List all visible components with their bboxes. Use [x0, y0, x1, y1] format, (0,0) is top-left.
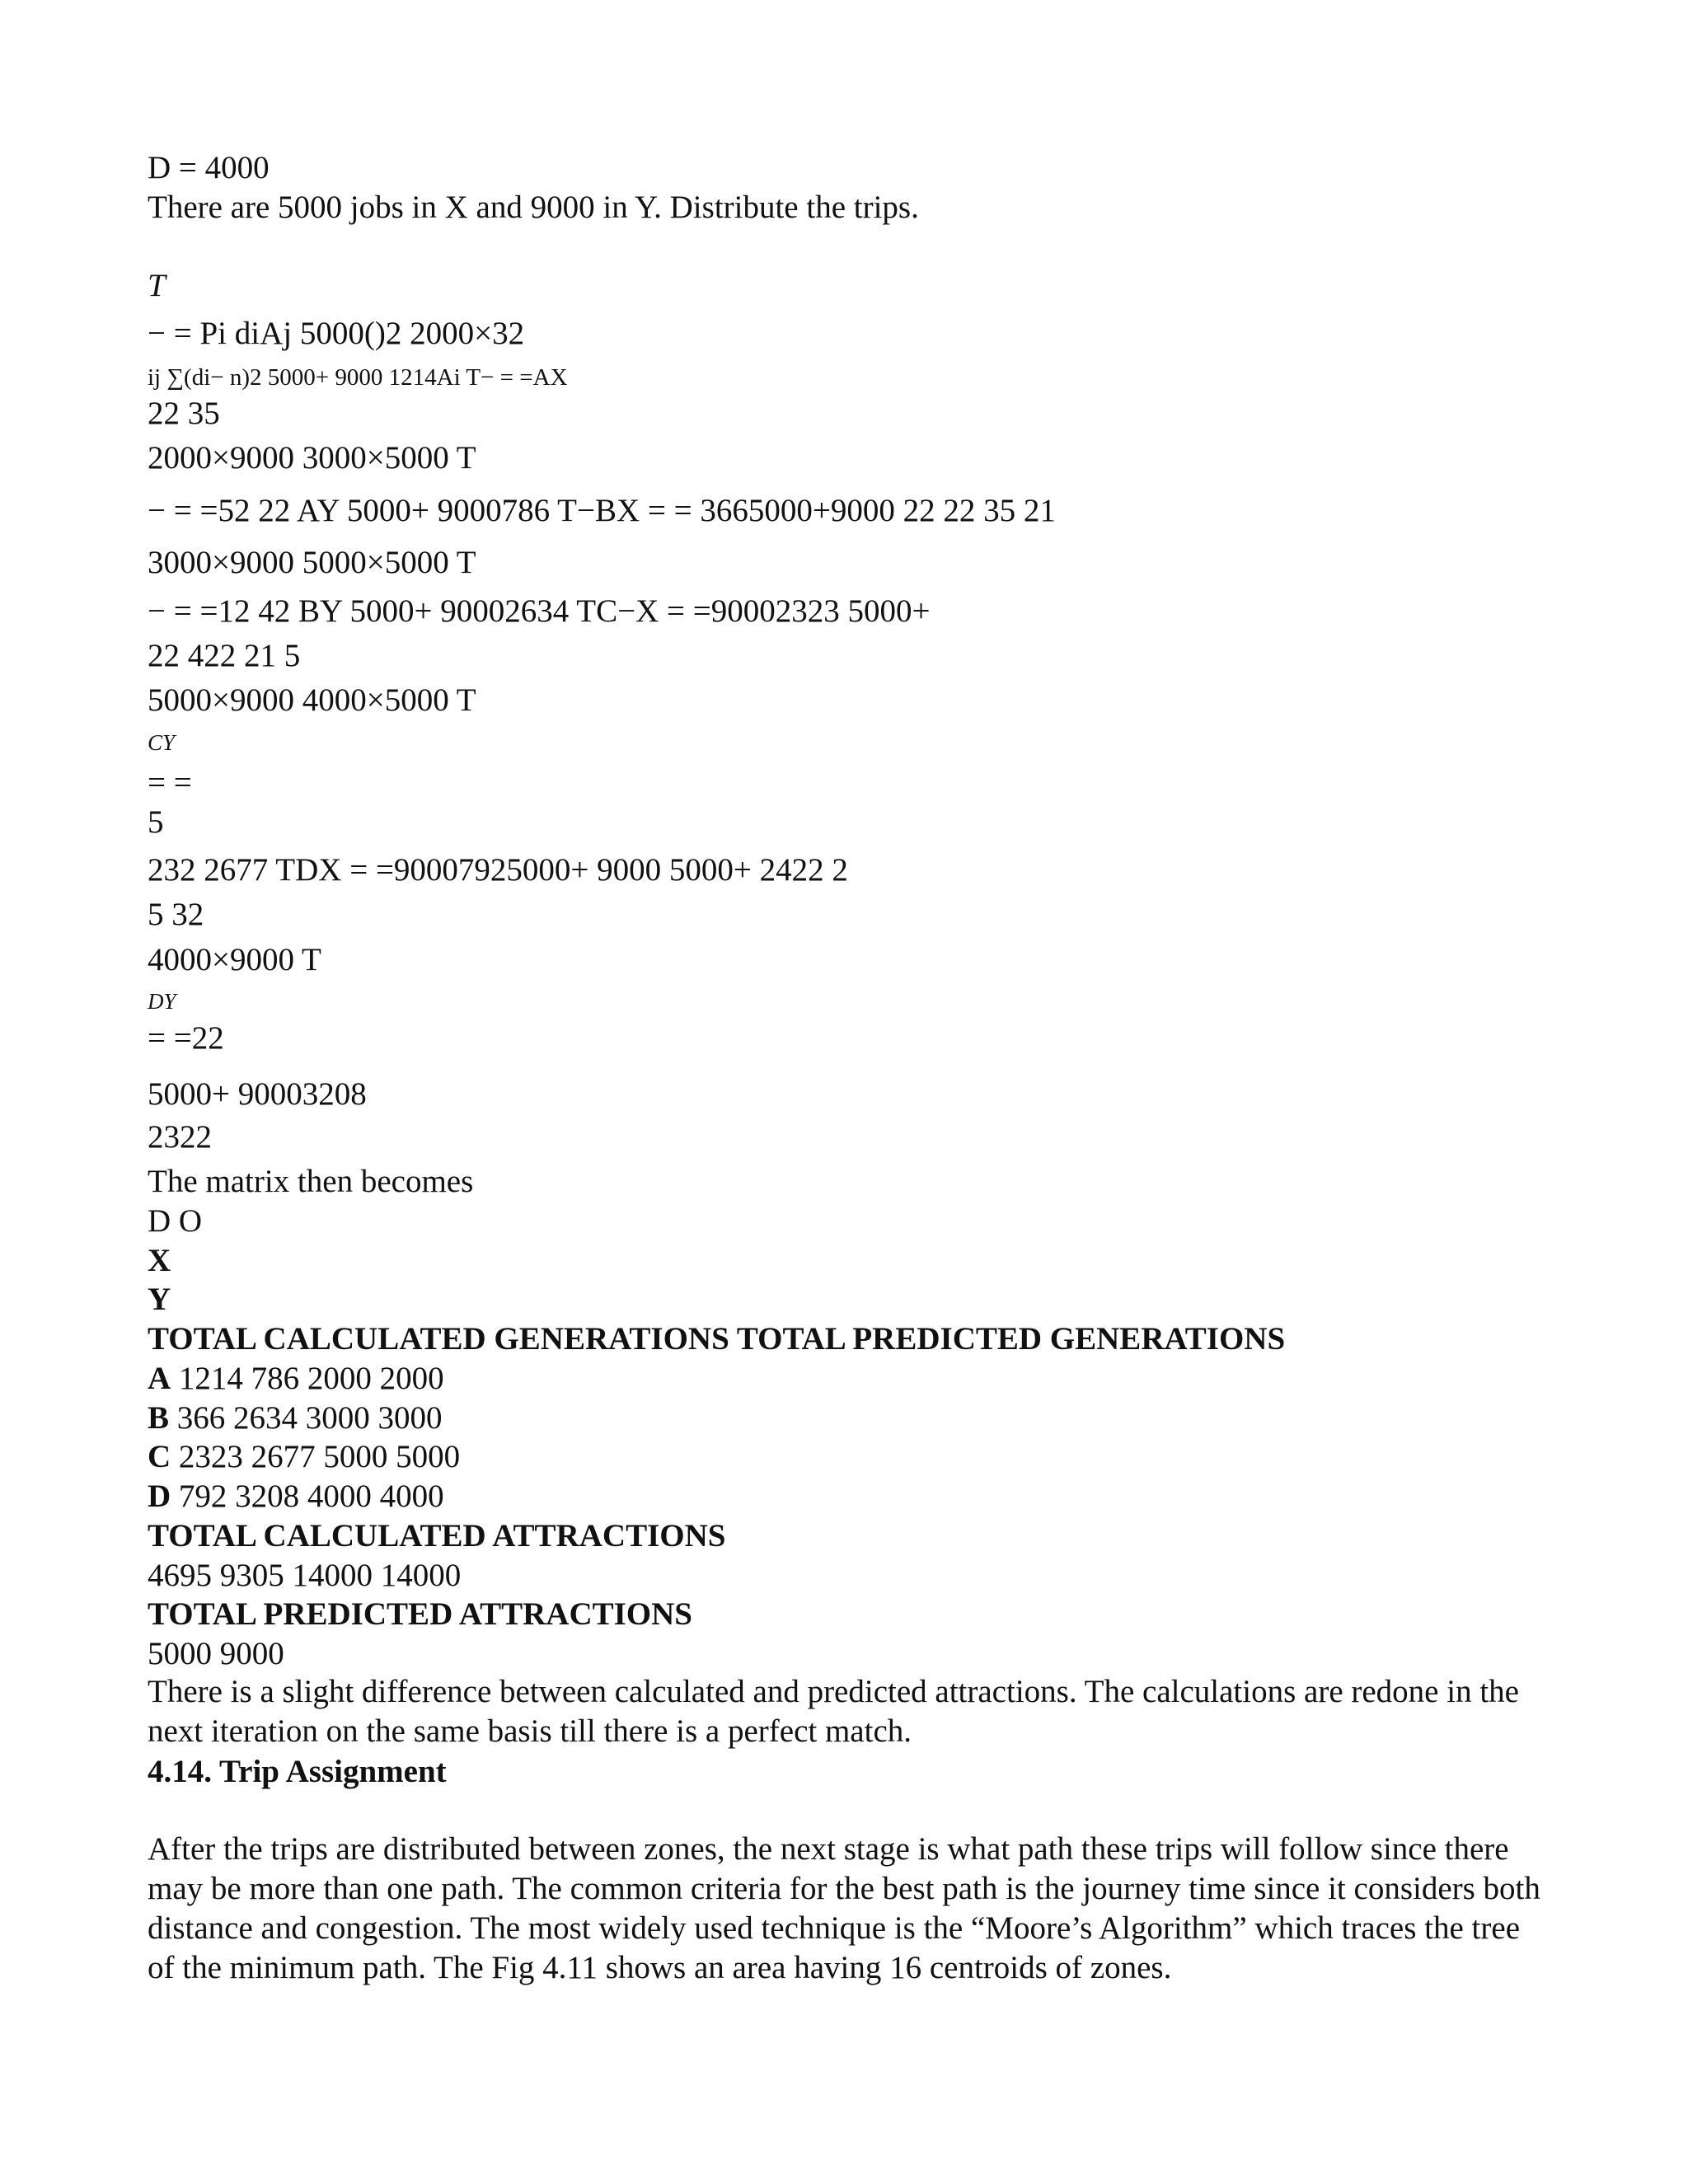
formula-line-3: ij ∑(di− n)2 5000+ 9000 1214Ai T− = =AX [148, 364, 568, 391]
pred-attractions-values: 5000 9000 [148, 1636, 284, 1671]
row-label: A [148, 1361, 171, 1396]
formula-line-18: = =22 [148, 1020, 224, 1056]
row-values: 1214 786 2000 2000 [178, 1361, 444, 1396]
row-label: B [148, 1400, 170, 1436]
formula-line-16: 4000×9000 T [148, 942, 321, 977]
calc-attractions-label: TOTAL CALCULATED ATTRACTIONS [148, 1518, 726, 1554]
formula-line-17: DY [148, 989, 176, 1014]
row-values: 366 2634 3000 3000 [176, 1400, 443, 1436]
formula-line-12: = = [148, 765, 192, 800]
matrix-row-d [148, 1480, 444, 1512]
formula-line-19: 5000+ 90003208 [148, 1076, 367, 1112]
matrix-row-b [148, 1402, 443, 1434]
formula-line-20: 2322 [148, 1119, 212, 1155]
iteration-note: There is a slight difference between calculated and predicted attractions. The calculations are redone in the next iteration on the same basis till there is a perfect match. [148, 1674, 1519, 1749]
formula-line-1: T [148, 268, 166, 303]
formula-line-13: 5 [148, 804, 164, 840]
formula-line-5: 2000×9000 3000×5000 T [148, 440, 476, 476]
formula-line-14: 232 2677 TDX = =90007925000+ 9000 5000+ 2422 2 [148, 852, 848, 888]
row-values: 792 3208 4000 4000 [178, 1479, 444, 1514]
row-label: C [148, 1439, 171, 1474]
formula-line-15: 5 32 [148, 897, 204, 932]
formula-line-10: 5000×9000 4000×5000 T [148, 682, 476, 718]
matrix-col-y: Y [148, 1282, 171, 1317]
formula-line-9: 22 422 21 5 [148, 638, 301, 673]
matrix-intro: The matrix then becomes [148, 1164, 474, 1199]
formula-line-4: 22 35 [148, 396, 220, 431]
matrix-row-c [148, 1441, 460, 1473]
pred-attractions-label: TOTAL PREDICTED ATTRACTIONS [148, 1596, 693, 1632]
matrix-totals-header: TOTAL CALCULATED GENERATIONS TOTAL PREDICTED GENERATIONS [148, 1321, 1286, 1357]
formula-line-2: − = Pi diAj 5000()2 2000×32 [148, 316, 525, 351]
formula-line-8: − = =12 42 BY 5000+ 90002634 TC−X = =90002323 5000+ [148, 593, 931, 629]
matrix-col-x: X [148, 1243, 171, 1278]
calc-attractions-values: 4695 9305 14000 14000 [148, 1558, 462, 1593]
formula-line-11: CY [148, 730, 176, 755]
formula-line-6: − = =52 22 AY 5000+ 9000786 T−BX = = 3665000+9000 22 22 35 21 [148, 493, 1056, 528]
row-values: 2323 2677 5000 5000 [178, 1439, 461, 1474]
row-label: D [148, 1479, 171, 1514]
section-heading: 4.14. Trip Assignment [148, 1754, 447, 1789]
matrix-row-a [148, 1362, 444, 1394]
formula-line-7: 3000×9000 5000×5000 T [148, 545, 476, 580]
section-body: After the trips are distributed between zones, the next stage is what path these trips will follow since there may be more than one path. The common criteria for the best path is the journey time since it considers both distance and congestion. The most widely used technique is the “Moore’s Algorithm” which traces the tree of the minimum path. The Fig 4.11 shows an area having 16 centroids of zones. [148, 1831, 1540, 1985]
intro-line-jobs: There are 5000 jobs in X and 9000 in Y. Distribute the trips. [148, 190, 919, 225]
intro-line-d: D = 4000 [148, 150, 270, 185]
matrix-header-do: D O [148, 1203, 203, 1239]
